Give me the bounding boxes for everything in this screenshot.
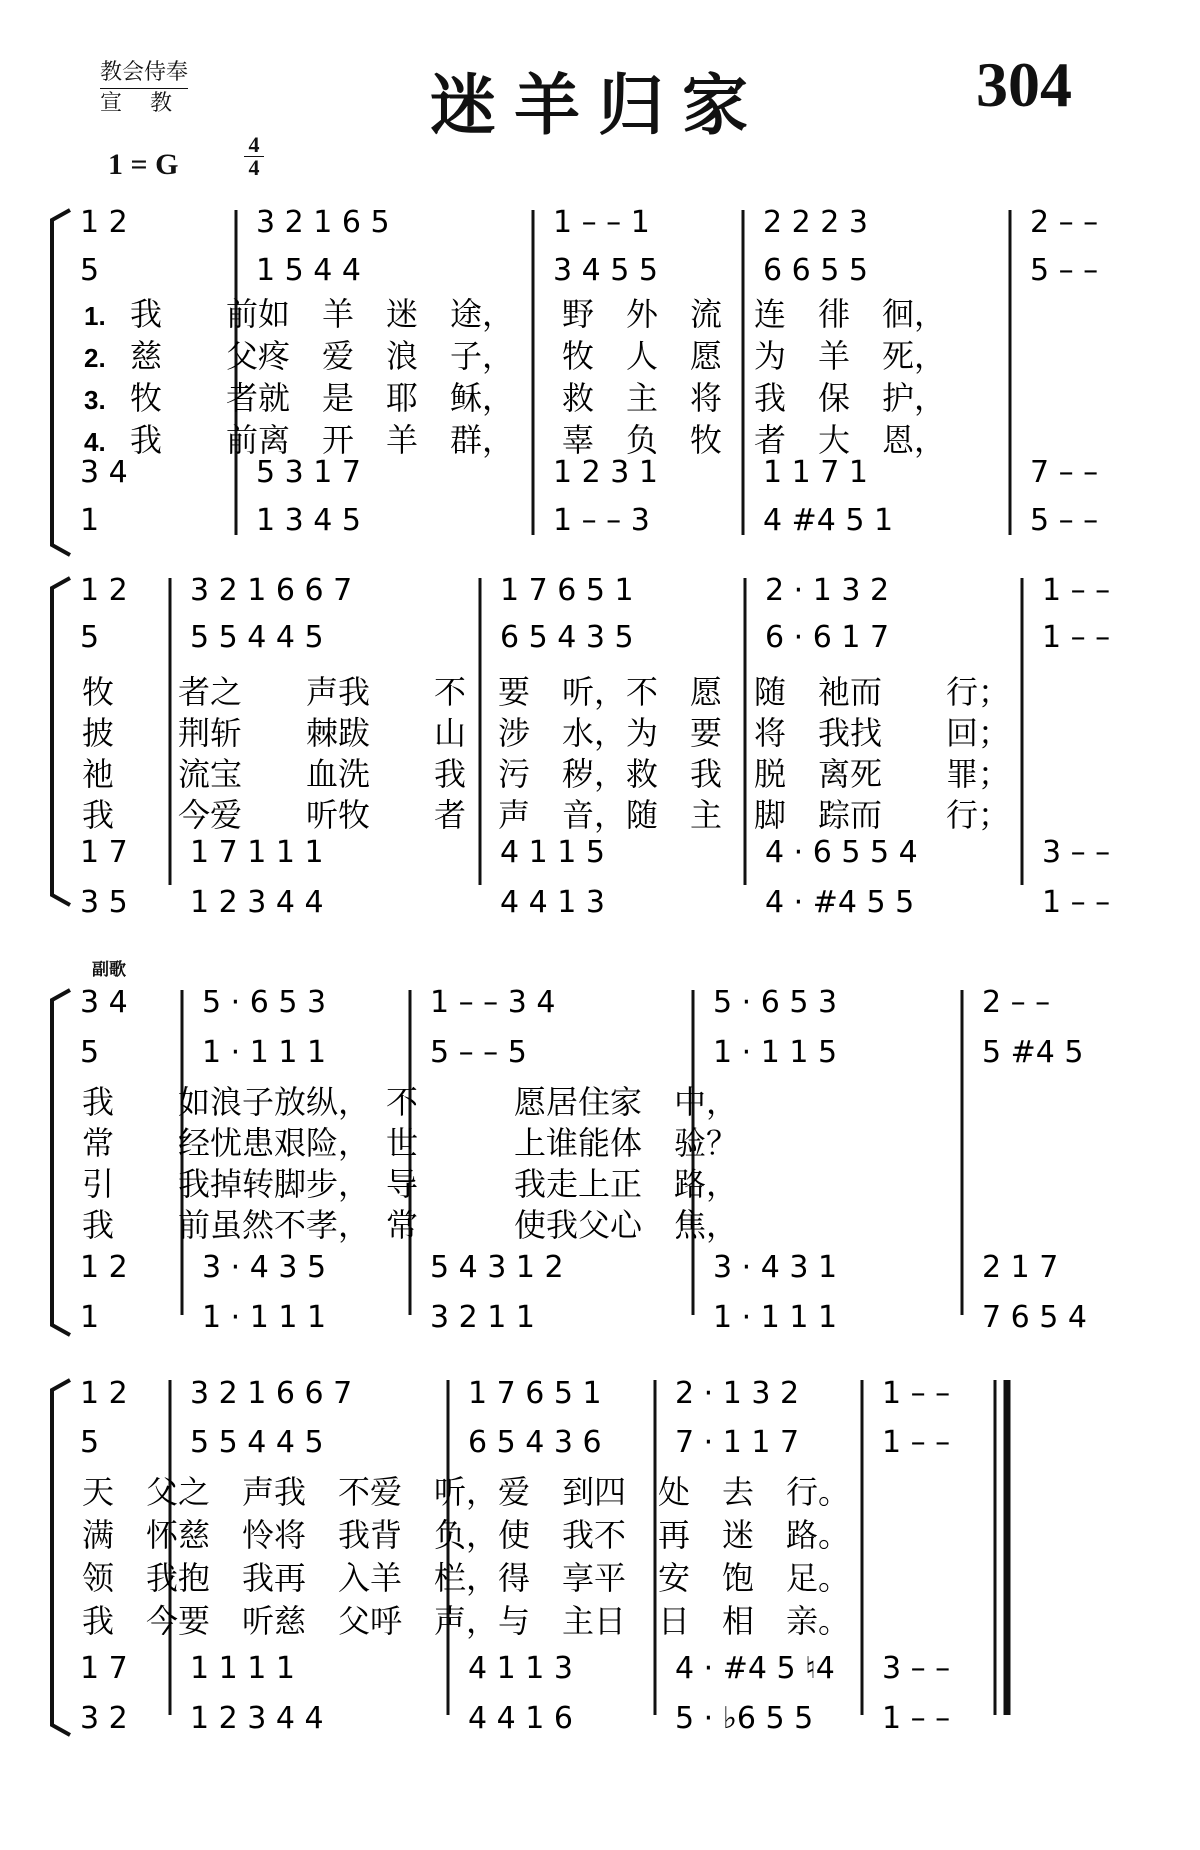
system-3-alto-measure-5: 5 #4 5 [982,1035,1084,1070]
system-3-tenor-measure-1: 1 2 [80,1250,128,1285]
verse-number-2: 2. [84,343,106,373]
system-2-alto-measure-1: 5 [80,620,100,655]
bracket-system-2 [52,578,70,905]
system-4-tenor-measure-3: 4 1 1 3 [468,1651,573,1686]
system-1-bass-measure-4: 4 #4 5 1 [763,503,894,538]
system-3-tenor-measure-2: 3 · 4 3 5 [202,1250,327,1285]
system-3-alto-measure-4: 1 · 1 1 5 [713,1035,838,1070]
system-2-bass-measure-3: 4 4 1 3 [500,885,605,920]
system-1-tenor-measure-2: 5 3 1 7 [256,455,361,490]
chorus-label: 副歌 [92,960,126,980]
system-4-soprano-measure-5: 1 – – [882,1376,951,1411]
system-2-lyric-verse-3: 祂 流宝 血洗 我 污 秽，救 我 脱 离死 罪； [82,755,1011,793]
system-4-soprano-measure-1: 1 2 [80,1376,128,1411]
system-3-alto-measure-2: 1 · 1 1 1 [202,1035,327,1070]
system-4-bass-measure-4: 5 · ♭6 5 5 [675,1701,814,1736]
system-4-soprano-measure-3: 1 7 6 5 1 [468,1376,602,1411]
verse-numbers [84,301,106,457]
system-3-soprano-measure-1: 3 4 [80,985,128,1020]
system-3-soprano-measure-4: 5 · 6 5 3 [713,985,838,1020]
verse-number-3: 3. [84,385,106,415]
system-1-alto-measure-1: 5 [80,253,100,288]
system-2-bass-measure-2: 1 2 3 4 4 [190,885,324,920]
system-3-lyric-verse-3: 引 我掉转脚步， 导 我走上正 路， [82,1165,739,1203]
system-2-bass-measure-5: 1 – – [1042,885,1111,920]
system-4-alto-measure-4: 7 · 1 1 7 [675,1425,800,1460]
system-3-tenor-measure-4: 3 · 4 3 1 [713,1250,838,1285]
system-1-lyric-verse-2: 慈 父疼 爱 浪 子， 牧 人 愿 为 羊 死， [130,337,947,375]
system-1-alto-measure-5: 5 – – [1030,253,1099,288]
system-1-tenor-measure-5: 7 – – [1030,455,1099,490]
system-3-alto-measure-3: 5 – – 5 [430,1035,527,1070]
system-3-soprano-measure-5: 2 – – [982,985,1051,1020]
system-2-soprano-measure-3: 1 7 6 5 1 [500,573,634,608]
system-4-tenor-measure-5: 3 – – [882,1651,951,1686]
system-4-alto-measure-1: 5 [80,1425,100,1460]
system-2-tenor-measure-4: 4 · 6 5 5 4 [765,835,918,870]
system-2-lyric-verse-2: 披 荆斩 棘跋 山 涉 水，为 要 将 我找 回； [82,714,1011,752]
system-3-bass-measure-4: 1 · 1 1 1 [713,1300,838,1335]
system-3-bass-measure-3: 3 2 1 1 [430,1300,535,1335]
system-4-tenor-measure-1: 1 7 [80,1651,128,1686]
system-4-bass-measure-1: 3 2 [80,1701,128,1736]
system-1-bass-measure-1: 1 [80,503,100,538]
system-1-lyric-verse-1: 我 前如 羊 迷 途， 野 外 流 连 徘 徊， [130,295,947,333]
bracket-system-1 [52,210,70,555]
system-3-bass-measure-2: 1 · 1 1 1 [202,1300,327,1335]
system-2-tenor-measure-5: 3 – – [1042,835,1111,870]
system-1-lyric-verse-4: 我 前离 开 羊 群， 辜 负 牧 者 大 恩， [130,421,947,459]
system-brackets [52,210,70,1735]
system-4-alto-measure-5: 1 – – [882,1425,951,1460]
system-2-tenor-measure-3: 4 1 1 5 [500,835,605,870]
system-2-alto-measure-2: 5 5 4 4 5 [190,620,324,655]
system-1-alto-measure-2: 1 5 4 4 [256,253,361,288]
system-1-tenor-measure-1: 3 4 [80,455,128,490]
system-2-tenor-measure-2: 1 7 1 1 1 [190,835,324,870]
system-4-alto-measure-2: 5 5 4 4 5 [190,1425,324,1460]
system-1-bass-measure-3: 1 – – 3 [553,503,650,538]
system-1-lyric-verse-3: 牧 者就 是 耶 稣， 救 主 将 我 保 护， [130,379,947,417]
system-3-bass-measure-1: 1 [80,1300,100,1335]
system-2-soprano-measure-2: 3 2 1 6 6 7 [190,573,353,608]
system-2-bass-measure-4: 4 · #4 5 5 [765,885,915,920]
system-2-soprano-measure-4: 2 · 1 3 2 [765,573,890,608]
key-signature: 1 = G [108,148,179,181]
system-2-soprano-measure-5: 1 – – [1042,573,1111,608]
system-4-lyric-verse-1: 天 父之 声我 不爱 听，爱 到四 处 去 行。 [82,1473,851,1511]
system-2-bass-measure-1: 3 5 [80,885,128,920]
system-2-lyric-verse-4: 我 今爱 听牧 者 声 音，随 主 脚 踪而 行； [82,796,1011,834]
system-3-bass-measure-5: 7 6 5 4 [982,1300,1087,1335]
system-4-tenor-measure-2: 1 1 1 1 [190,1651,295,1686]
meter-top: 4 [244,134,264,157]
bracket-system-4 [52,1380,70,1735]
system-4-lyric-verse-2: 满 怀慈 怜将 我背 负，使 我不 再 迷 路。 [82,1516,851,1554]
system-1-soprano-measure-1: 1 2 [80,205,128,240]
system-1-alto-measure-4: 6 6 5 5 [763,253,868,288]
system-2-lyric-verse-1: 牧 者之 声我 不 要 听，不 愿 随 祂而 行； [82,673,1011,711]
system-1-soprano-measure-3: 1 – – 1 [553,205,650,240]
system-1-soprano-measure-4: 2 2 2 3 [763,205,868,240]
system-1-soprano-measure-5: 2 – – [1030,205,1099,240]
credit-line-1: 教会侍奉 [100,58,188,89]
system-4-lyric-verse-4: 我 今要 听慈 父呼 声，与 主日 日 相 亲。 [82,1602,851,1640]
system-1-alto-measure-3: 3 4 5 5 [553,253,658,288]
system-3-soprano-measure-3: 1 – – 3 4 [430,985,556,1020]
credit-line-2: 宣教 [100,91,201,116]
system-1-bass-measure-5: 5 – – [1030,503,1099,538]
system-1-soprano-measure-2: 3 2 1 6 5 [256,205,390,240]
system-3-alto-measure-1: 5 [80,1035,100,1070]
meter-bottom: 4 [248,155,260,180]
system-1-tenor-measure-3: 1 2 3 1 [553,455,658,490]
system-4-bass-measure-2: 1 2 3 4 4 [190,1701,324,1736]
system-4-soprano-measure-2: 3 2 1 6 6 7 [190,1376,353,1411]
system-1-bass-measure-2: 1 3 4 5 [256,503,361,538]
system-3-soprano-measure-2: 5 · 6 5 3 [202,985,327,1020]
system-2-alto-measure-5: 1 – – [1042,620,1111,655]
system-3-tenor-measure-5: 2 1 7 [982,1250,1059,1285]
verse-number-4: 4. [84,427,106,457]
system-4-soprano-measure-4: 2 · 1 3 2 [675,1376,800,1411]
system-4-tenor-measure-4: 4 · #4 5 ♮4 [675,1651,835,1686]
system-4-bass-measure-3: 4 4 1 6 [468,1701,573,1736]
bracket-system-3 [52,990,70,1335]
system-2-tenor-measure-1: 1 7 [80,835,128,870]
system-4-alto-measure-3: 6 5 4 3 6 [468,1425,602,1460]
system-3-lyric-verse-4: 我 前虽然不孝， 常 使我父心 焦， [82,1206,739,1244]
system-3-lyric-verse-1: 我 如浪子放纵， 不 愿居住家 中， [82,1083,739,1121]
hymn-title: 迷羊归家 [430,66,766,144]
system-3-tenor-measure-3: 5 4 3 1 2 [430,1250,564,1285]
system-4-lyric-verse-3: 领 我抱 我再 入羊 栏，得 享平 安 饱 足。 [82,1559,851,1597]
system-2-alto-measure-3: 6 5 4 3 5 [500,620,634,655]
hymn-number: 304 [976,49,1072,120]
system-3-lyric-verse-2: 常 经忧患艰险， 世 上谁能体 验？ [82,1124,739,1162]
system-1-tenor-measure-4: 1 1 7 1 [763,455,868,490]
system-2-soprano-measure-1: 1 2 [80,573,128,608]
system-2-alto-measure-4: 6 · 6 1 7 [765,620,890,655]
verse-number-1: 1. [84,301,106,331]
system-4-bass-measure-5: 1 – – [882,1701,951,1736]
